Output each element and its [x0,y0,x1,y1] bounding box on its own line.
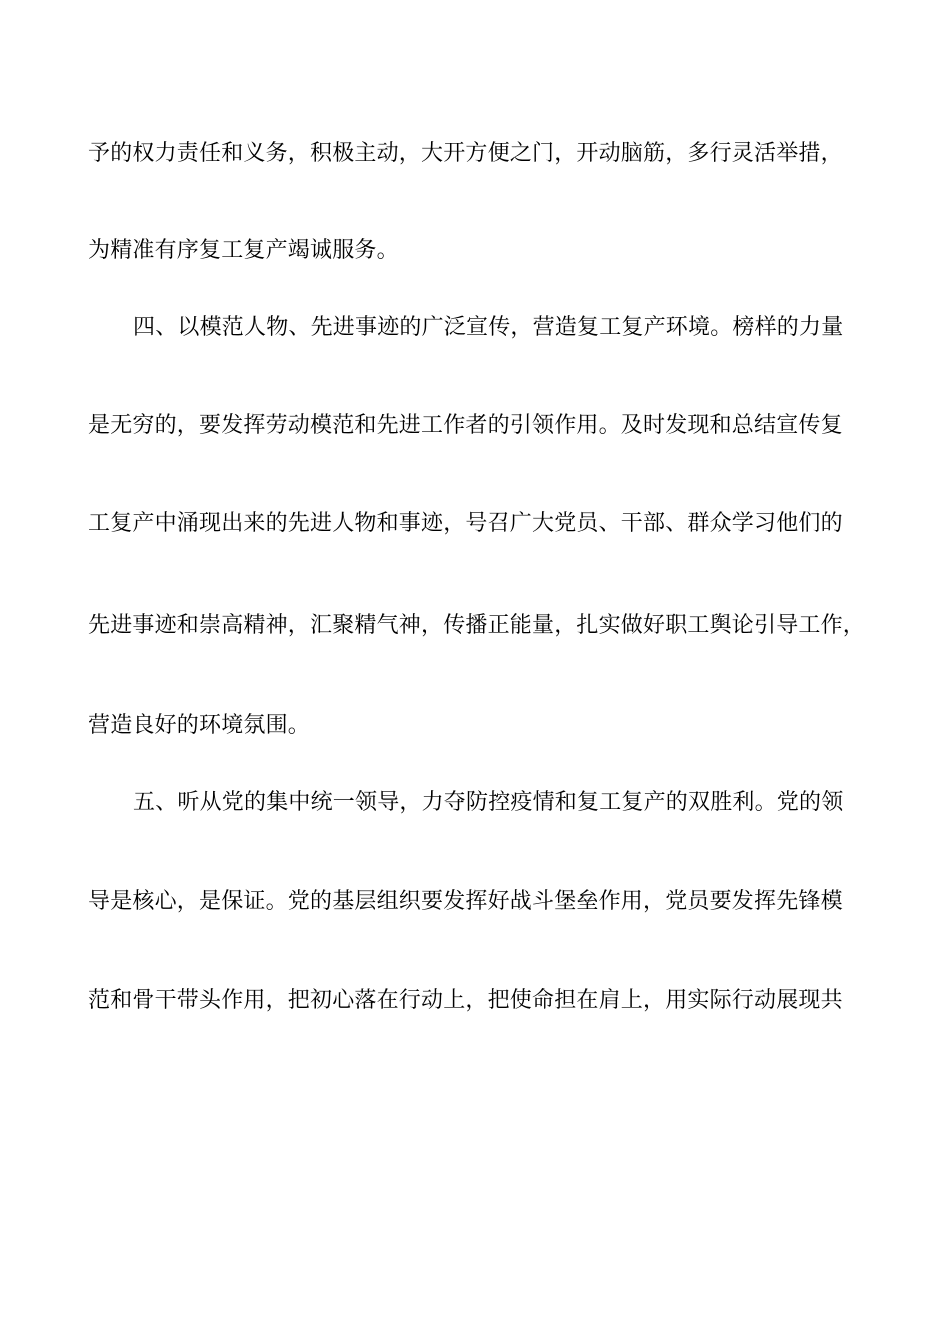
text-line: 工复产中涌现出来的先进人物和事迹，号召广大党员、干部、群众学习他们的 [88,511,843,536]
paragraph-start-line: 五、听从党的集中统一领导，力夺防控疫情和复工复产的双胜利。党的领 [133,790,844,815]
text-line: 是无穷的，要发挥劳动模范和先进工作者的引领作用。及时发现和总结宣传复 [88,413,843,438]
text-line: 先进事迹和崇高精神，汇聚精气神，传播正能量，扎实做好职工舆论引导工作， [88,613,866,638]
text-line: 范和骨干带头作用，把初心落在行动上，把使命担在肩上，用实际行动展现共 [88,988,843,1013]
text-line: 营造良好的环境氛围。 [88,713,311,738]
text-line: 导是核心，是保证。党的基层组织要发挥好战斗堡垒作用，党员要发挥先锋模 [88,889,843,914]
text-line: 为精准有序复工复产竭诚服务。 [88,238,399,263]
text-line: 予的权力责任和义务，积极主动，大开方便之门，开动脑筋，多行灵活举措， [88,141,843,166]
paragraph-start-line: 四、以模范人物、先进事迹的广泛宣传，营造复工复产环境。榜样的力量 [133,315,844,340]
